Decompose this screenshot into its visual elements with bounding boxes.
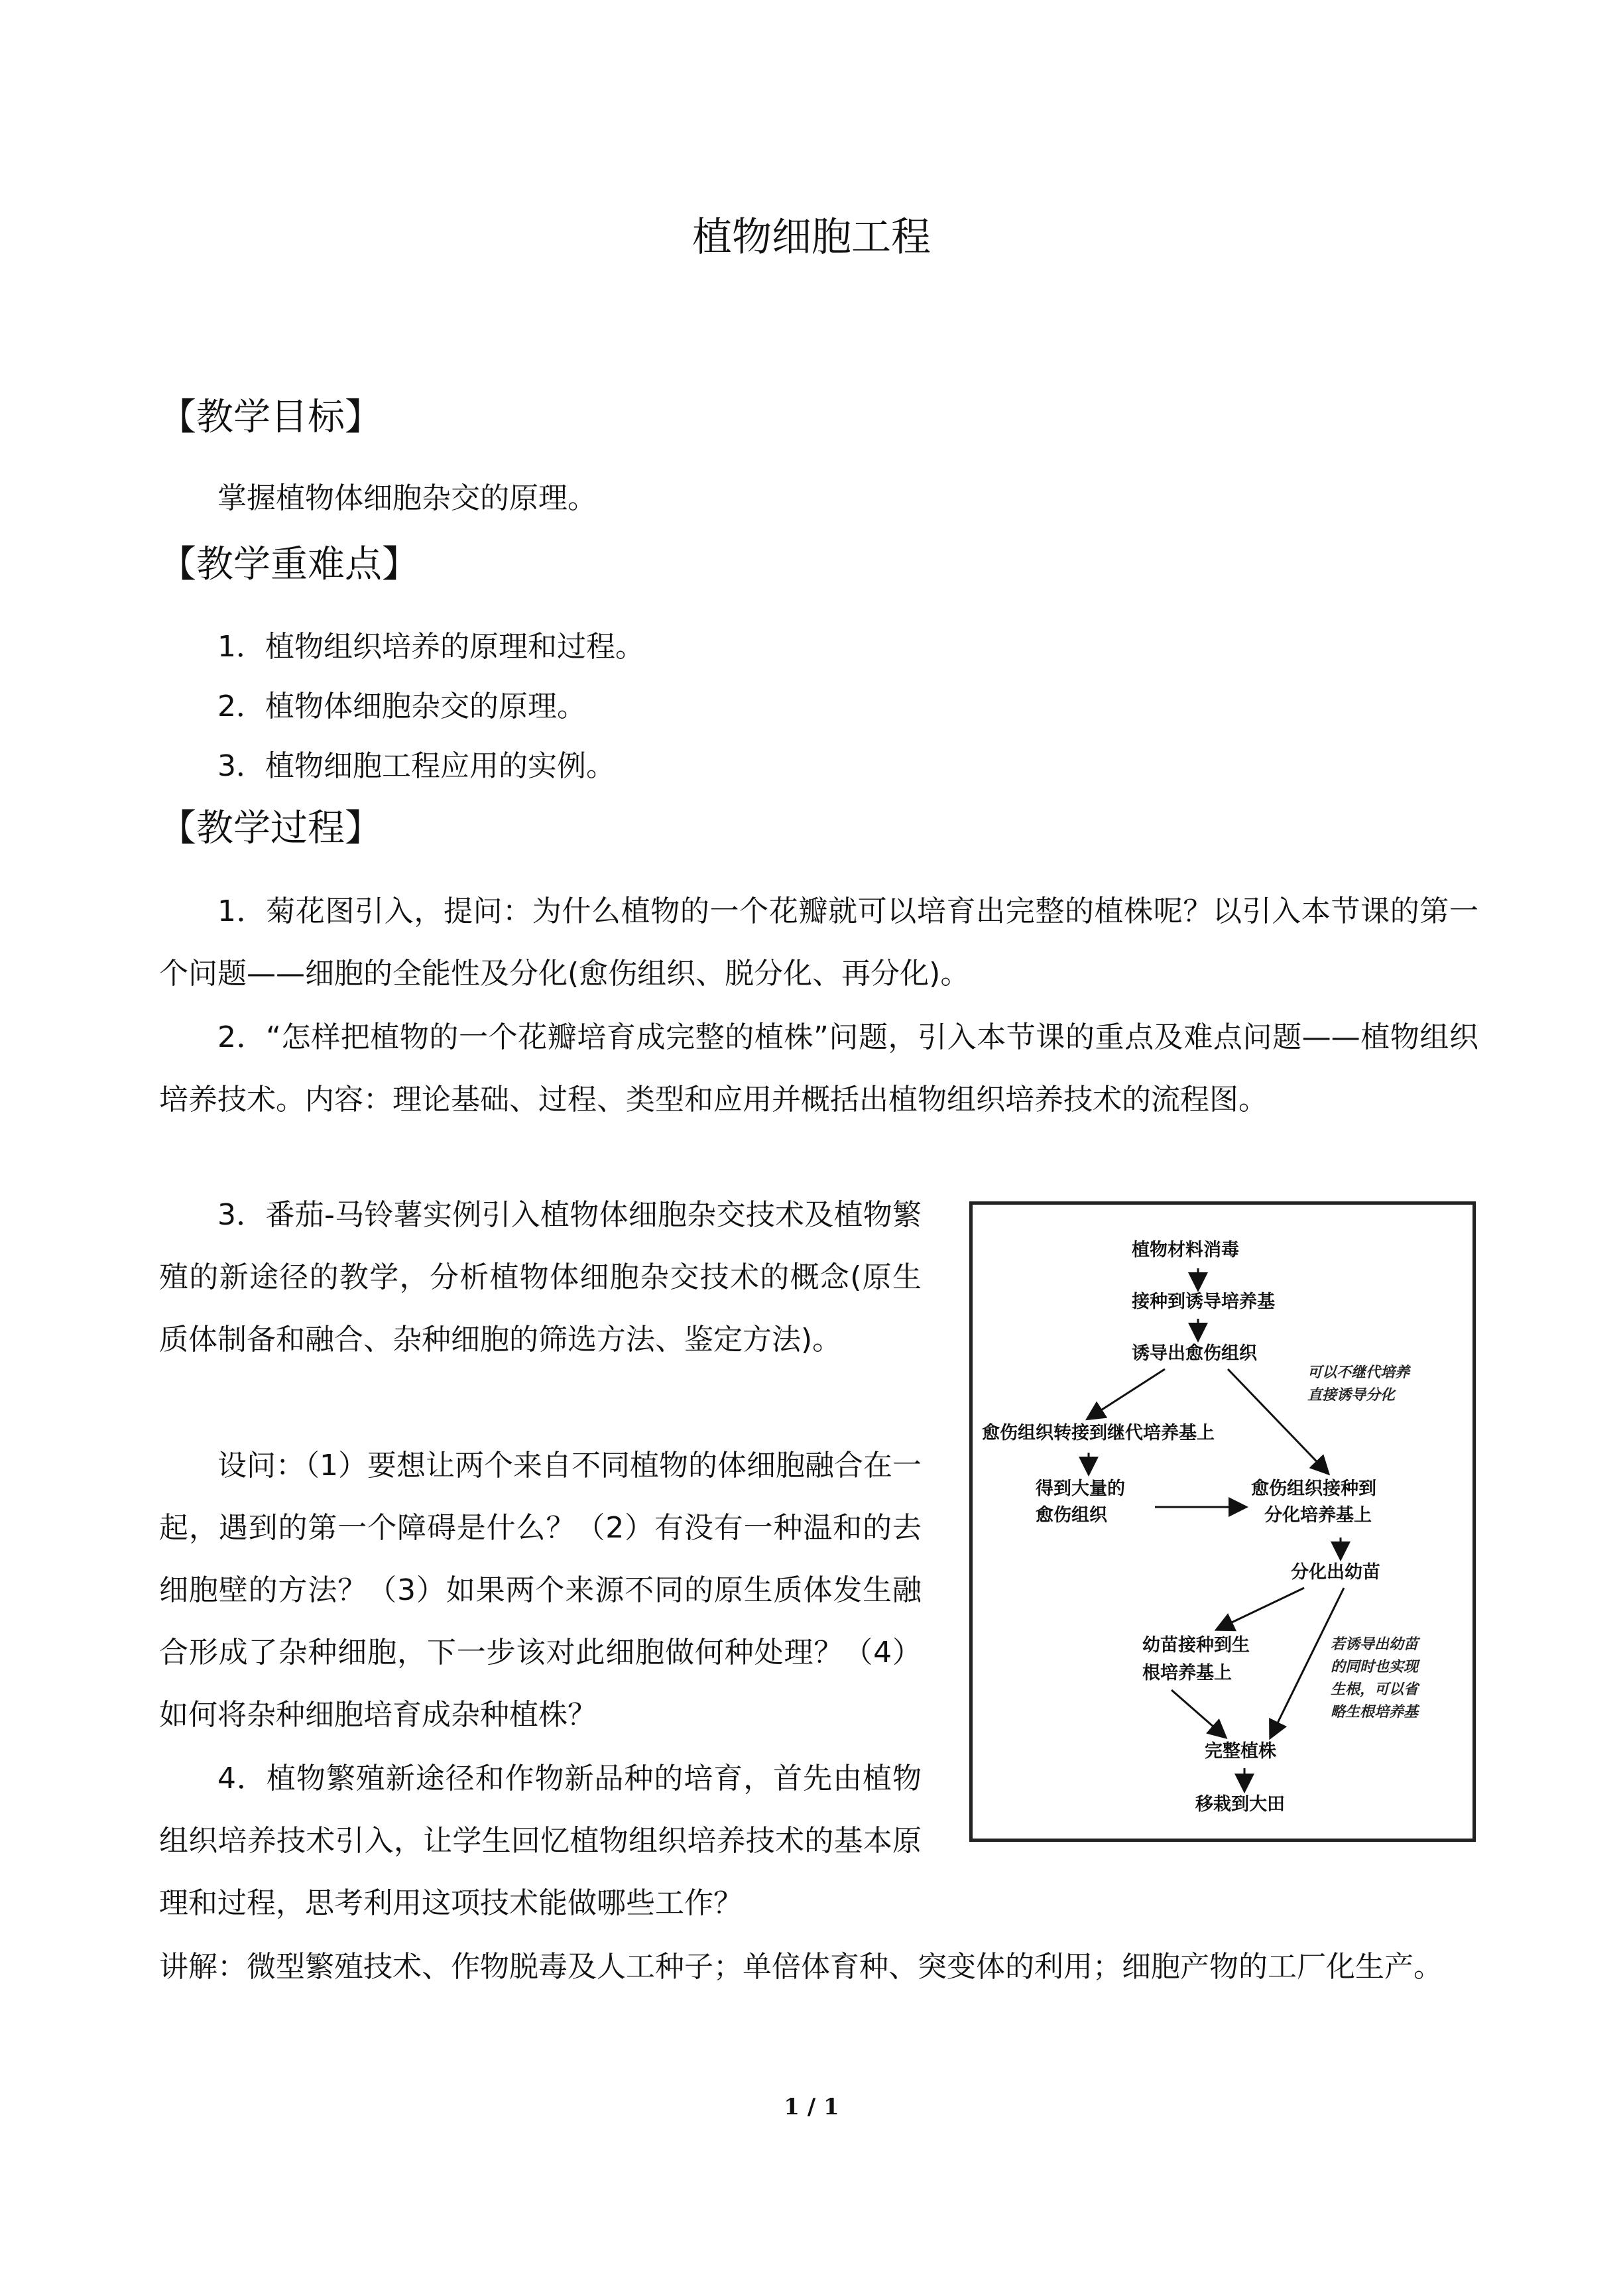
node-whole-plant: 完整植株 [1205,1741,1276,1762]
note-skip-rooting-2: 的同时也实现 [1331,1658,1419,1675]
process-paragraph-2: 2．“怎样把植物的一个花瓣培育成完整的植株”问题，引入本节课的重点及难点问题——植物组织培养技术。内容：理论基础、过程、类型和应用并概括出植物组织培养技术的流程图。 [159,1020,1478,1117]
key-point-3: 3．植物细胞工程应用的实例。 [217,749,615,783]
process-paragraph-4: 4．植物繁殖新途径和作物新品种的培育，首先由植物组织培养技术引入，让学生回忆植物组织培养技术的基本原理和过程，思考利用这项技术能做哪些工作？ [159,1762,922,1920]
node-rooting-1: 幼苗接种到生 [1142,1635,1250,1656]
note-skip-subculture-1: 可以不继代培养 [1307,1364,1410,1381]
process-questions: 设问：（1）要想让两个来自不同植物的体细胞融合在一起，遇到的第一个障碍是什么？（2）有没有一种温和的去细胞壁的方法？（3）如果两个来源不同的原生质体发生融合形成了杂种细胞，下一步该对此细胞做何种处理？（4）如何将杂种细胞培育成杂种植株？ [159,1449,922,1732]
arrow-n7-n8 [1218,1588,1304,1629]
page-number: 1 / 1 [784,2094,839,2120]
key-point-2: 2．植物体细胞杂交的原理。 [217,690,586,723]
tissue-culture-flowchart [969,1201,1476,1842]
node-callus-mass-2: 愈伤组织 [1036,1505,1107,1526]
node-sterilize: 植物材料消毒 [1132,1240,1239,1260]
heading-key-points: 【教学重难点】 [159,543,419,586]
heading-process: 【教学过程】 [159,807,382,850]
node-rooting-2: 根培养基上 [1142,1663,1232,1683]
node-transplant: 移栽到大田 [1195,1794,1285,1815]
process-paragraph-3: 3．番茄-马铃薯实例引入植物体细胞杂交技术及植物繁殖的新途径的教学，分析植物体细胞杂交技术的概念(原生质体制备和融合、杂种细胞的筛选方法、鉴定方法)。 [159,1198,922,1357]
note-skip-rooting-1: 若诱导出幼苗 [1331,1636,1419,1653]
node-differentiation-2: 分化培养基上 [1264,1505,1372,1526]
page-title: 植物细胞工程 [692,214,931,261]
note-skip-subculture-2: 直接诱导分化 [1307,1386,1396,1404]
node-inoculate-induction: 接种到诱导培养基 [1132,1292,1275,1312]
process-paragraph-1: 1．菊花图引入，提问：为什么植物的一个花瓣就可以培育出完整的植株呢？以引入本节课的第一个问题——细胞的全能性及分化(愈伤组织、脱分化、再分化)。 [159,894,1478,991]
note-skip-rooting-3: 生根，可以省 [1331,1681,1419,1698]
node-callus-mass-1: 得到大量的 [1036,1479,1125,1499]
note-skip-rooting-4: 略生根培养基 [1331,1703,1419,1721]
process-paragraph-5: 讲解：微型繁殖技术、作物脱毒及人工种子；单倍体育种、突变体的利用；细胞产物的工厂化生产。 [159,1950,1443,1984]
heading-objectives: 【教学目标】 [159,396,382,439]
node-subculture: 愈伤组织转接到继代培养基上 [982,1423,1215,1443]
arrow-n3-n4 [1089,1369,1165,1418]
objectives-text: 掌握植物体细胞杂交的原理。 [217,481,597,515]
node-differentiation-1: 愈伤组织接种到 [1251,1479,1376,1499]
node-seedling: 分化出幼苗 [1291,1562,1380,1583]
node-induce-callus: 诱导出愈伤组织 [1132,1343,1257,1364]
arrow-n8-n9 [1172,1690,1225,1736]
key-point-1: 1．植物组织培养的原理和过程。 [217,630,644,664]
